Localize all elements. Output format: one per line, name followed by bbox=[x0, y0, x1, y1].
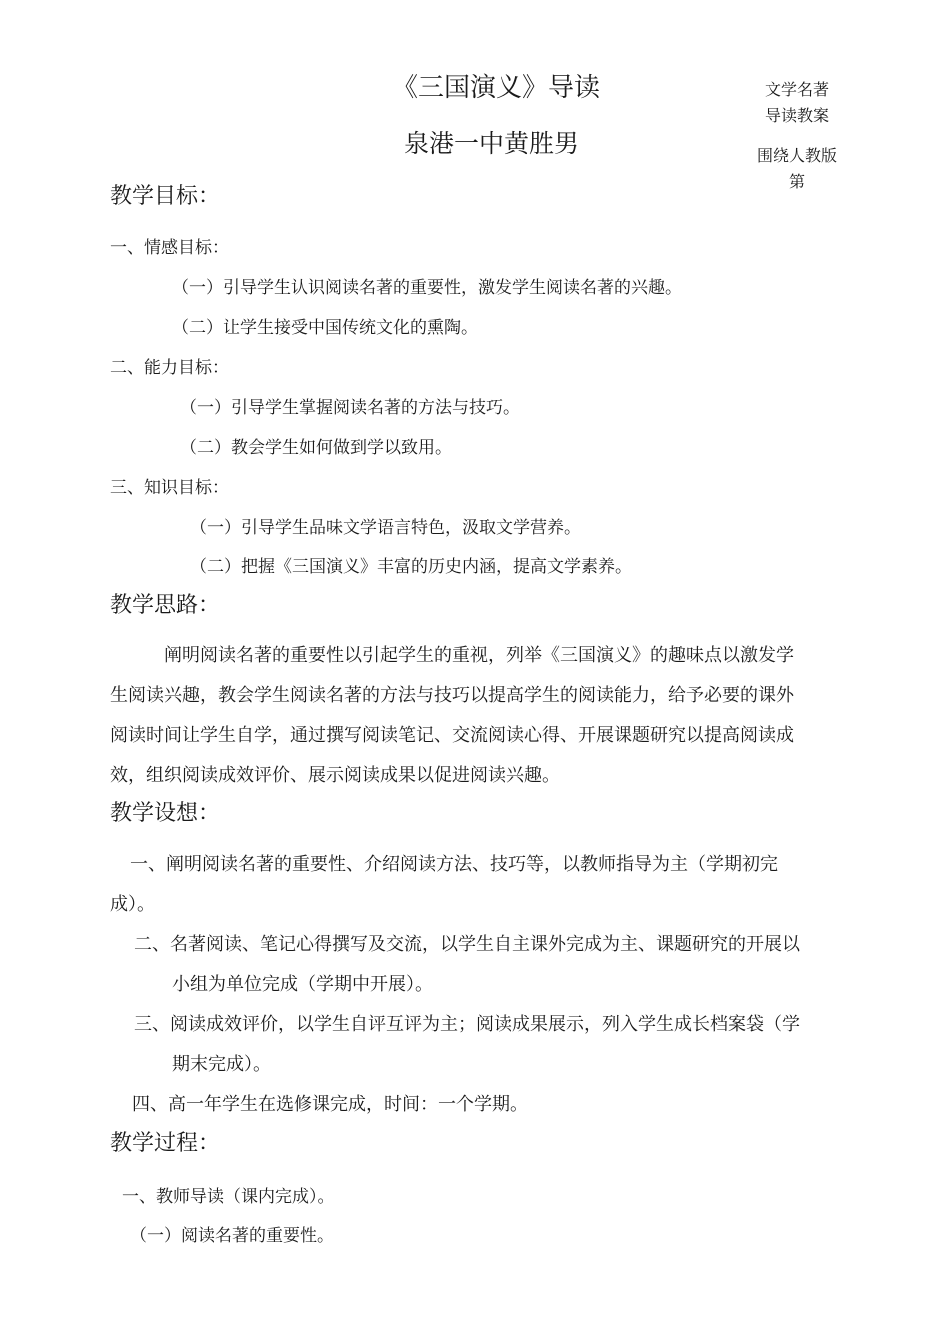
side-note-line-4: 第 bbox=[788, 172, 805, 191]
paragraph-line: 阅读时间让学生自学，通过撰写阅读笔记、交流阅读心得、开展课题研究以提高阅读成 bbox=[110, 725, 794, 746]
section-heading-approach: 教学思路： bbox=[110, 593, 221, 618]
knowledge-goal-item: （一）引导学生品味文学语言特色，汲取文学营养。 bbox=[190, 518, 581, 538]
side-note-line-2: 导读教案 bbox=[764, 106, 829, 125]
emotion-goal-item: （二）让学生接受中国传统文化的熏陶。 bbox=[172, 318, 478, 338]
plan-line: 一、阐明阅读名著的重要性、介绍阅读方法、技巧等，以教师指导为主（学期初完 bbox=[130, 854, 778, 875]
section-heading-process: 教学过程： bbox=[110, 1131, 221, 1156]
section-heading-plan: 教学设想： bbox=[110, 801, 221, 826]
ability-goal-label: 二、能力目标： bbox=[110, 358, 229, 378]
paragraph-line: 生阅读兴趣，教会学生阅读名著的方法与技巧以提高学生的阅读能力，给予必要的课外 bbox=[110, 685, 794, 706]
ability-goal-item: （二）教会学生如何做到学以致用。 bbox=[180, 438, 452, 458]
emotion-goal-item: （一）引导学生认识阅读名著的重要性，激发学生阅读名著的兴趣。 bbox=[172, 278, 682, 298]
side-note-line-1: 文学名著 bbox=[764, 80, 829, 99]
emotion-goal-label: 一、情感目标： bbox=[110, 238, 229, 258]
process-line: （一）阅读名著的重要性。 bbox=[130, 1226, 334, 1246]
plan-line: 成）。 bbox=[110, 894, 155, 915]
ability-goal-item: （一）引导学生掌握阅读名著的方法与技巧。 bbox=[180, 398, 520, 418]
plan-line: 小组为单位完成（学期中开展）。 bbox=[172, 974, 433, 995]
plan-line: 四、高一年学生在选修课完成，时间：一个学期。 bbox=[132, 1094, 528, 1115]
paragraph-line: 效，组织阅读成效评价、展示阅读成果以促进阅读兴趣。 bbox=[110, 765, 560, 786]
plan-line: 期末完成）。 bbox=[172, 1054, 271, 1075]
paragraph-line: 阐明阅读名著的重要性以引起学生的重视，列举《三国演义》的趣味点以激发学 bbox=[164, 645, 794, 666]
plan-line: 二、名著阅读、笔记心得撰写及交流，以学生自主课外完成为主、课题研究的开展以 bbox=[134, 934, 800, 955]
author-line: 泉港一中黄胜男 bbox=[404, 129, 580, 158]
document-title: 《三国演义》导读 bbox=[392, 73, 601, 103]
section-heading-goals: 教学目标： bbox=[110, 184, 221, 209]
knowledge-goal-label: 三、知识目标： bbox=[110, 478, 229, 498]
side-note-line-3: 围绕人教版 bbox=[756, 146, 837, 165]
plan-line: 三、阅读成效评价，以学生自评互评为主；阅读成果展示，列入学生成长档案袋（学 bbox=[134, 1014, 800, 1035]
process-line: 一、教师导读（课内完成）。 bbox=[122, 1187, 335, 1207]
knowledge-goal-item: （二）把握《三国演义》丰富的历史内涵，提高文学素养。 bbox=[190, 557, 632, 577]
